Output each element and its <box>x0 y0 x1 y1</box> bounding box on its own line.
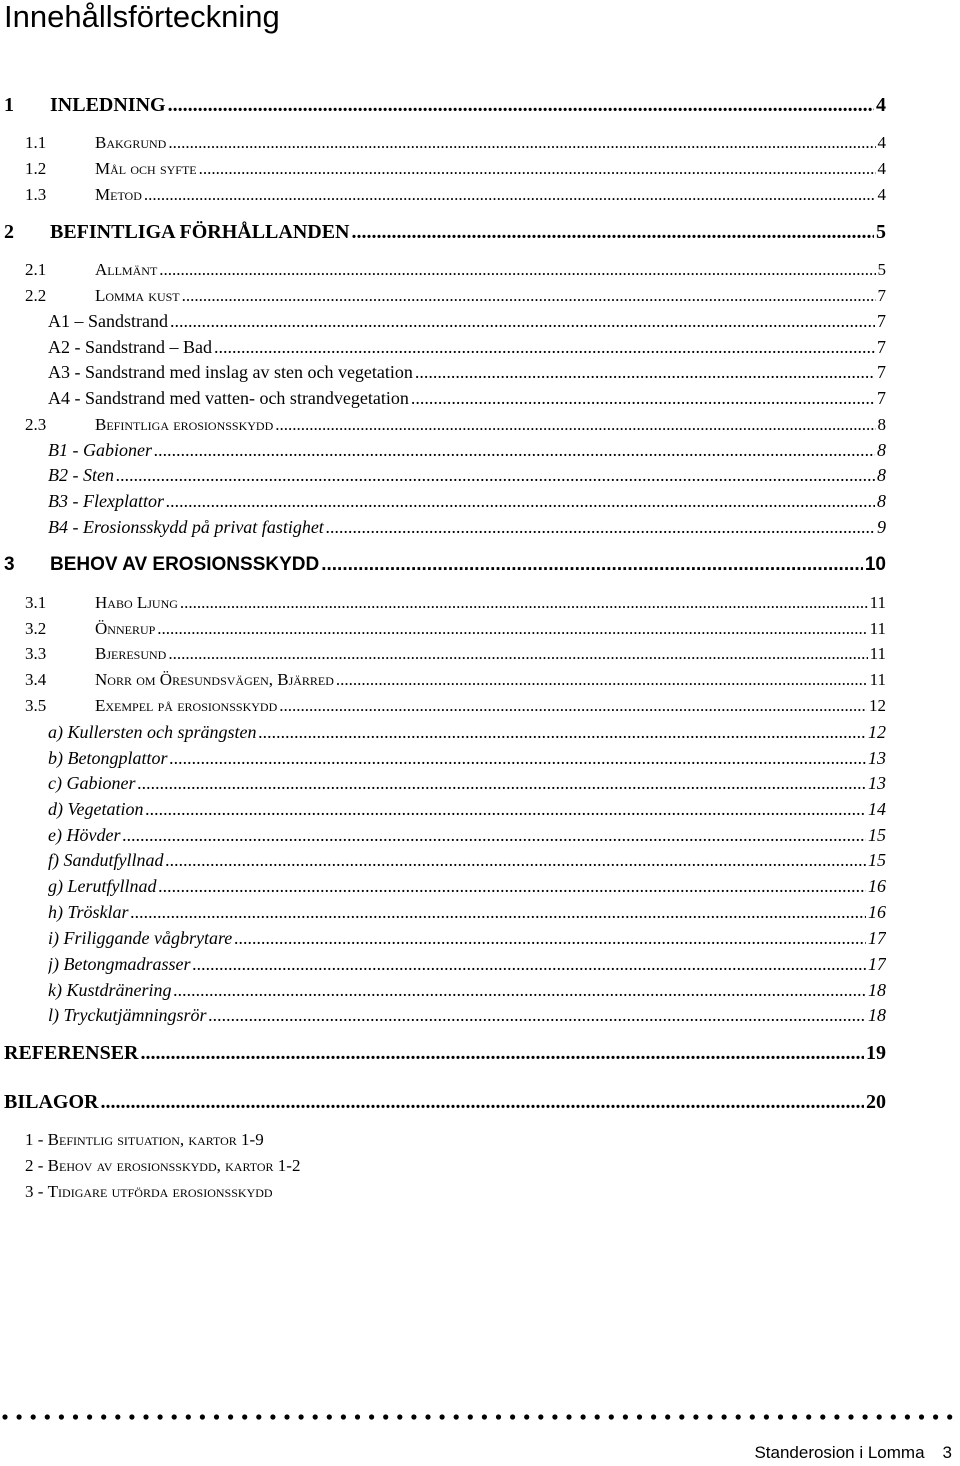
toc-dot-leader <box>137 769 866 797</box>
toc-entry-label: B1 - Gabioner <box>48 440 152 460</box>
toc-entry-label: i) Friliggande vågbrytare <box>48 928 233 948</box>
toc-entry-label: Befintliga erosionsskydd <box>95 415 274 434</box>
toc-entry-label: Norr om Öresundsvägen, Bjärred <box>95 670 334 689</box>
toc-dot-leader <box>168 129 875 157</box>
toc-entry-number: 2.2 <box>25 286 47 305</box>
toc-entry-label: BEFINTLIGA FÖRHÅLLANDEN <box>50 221 350 243</box>
toc-entry-page: 15 <box>868 850 886 870</box>
toc-dot-leader <box>321 551 863 579</box>
toc-entry-label: d) Vegetation <box>48 799 144 819</box>
toc-entry[interactable] <box>48 950 886 978</box>
toc-entry[interactable] <box>48 307 886 335</box>
toc-entry[interactable] <box>48 436 886 464</box>
toc-entry[interactable] <box>25 181 886 209</box>
toc-entry[interactable] <box>25 615 886 643</box>
toc-entry-label: Lomma kust <box>95 286 180 305</box>
toc-dot-leader <box>166 487 875 515</box>
toc-entry-label: a) Kullersten och sprängsten <box>48 722 257 742</box>
toc-entry-page: 19 <box>866 1042 886 1064</box>
toc-entry-page: 7 <box>877 311 886 331</box>
toc-dot-leader <box>193 950 867 978</box>
toc-entry-label: Habo Ljung <box>95 593 178 612</box>
toc-entry-page: 18 <box>868 1005 886 1025</box>
toc-entry[interactable] <box>25 692 886 720</box>
toc-entry-label: REFERENSER <box>4 1042 139 1064</box>
toc-dot-leader <box>182 282 876 310</box>
toc-entry-page: 5 <box>877 260 886 279</box>
toc-entry-page: 8 <box>877 415 886 434</box>
toc-entry-page: 12 <box>868 722 886 742</box>
toc-entry-page: 11 <box>869 644 886 663</box>
toc-entry[interactable] <box>48 333 886 361</box>
toc-entry-page: 18 <box>868 980 886 1000</box>
toc-entry[interactable] <box>48 718 886 746</box>
toc-entry[interactable] <box>25 640 886 668</box>
toc-entry-page: 8 <box>877 491 886 511</box>
toc-entry[interactable] <box>48 487 886 515</box>
toc-entry-label: A1 – Sandstrand <box>48 311 168 331</box>
toc-entry-label: Mål och syfte <box>95 159 197 178</box>
toc-entry-label: g) Lerutfyllnad <box>48 876 157 896</box>
toc-entry-page: 13 <box>868 773 886 793</box>
toc-dot-leader <box>131 898 866 926</box>
toc-entry-label: Exempel på erosionsskydd <box>95 696 278 715</box>
toc-entry[interactable] <box>48 461 886 489</box>
toc-entry-page: 8 <box>877 465 886 485</box>
toc-entry-page: 8 <box>877 440 886 460</box>
toc-entry-number: 1.2 <box>25 159 47 178</box>
toc-entry[interactable] <box>48 358 886 386</box>
appendix-number: 3 - <box>25 1182 48 1201</box>
toc-dot-leader <box>100 1088 864 1116</box>
toc-entry-page: 9 <box>877 517 886 537</box>
appendix-title: Tidigare utförda erosionsskydd <box>47 1182 273 1201</box>
toc-dot-leader <box>116 461 875 489</box>
toc-entry-page: 20 <box>866 1091 886 1113</box>
toc-entry-number: 3 <box>4 554 15 575</box>
toc-dot-leader <box>140 1039 864 1067</box>
toc-entry[interactable] <box>4 218 886 246</box>
toc-entry-label: Bakgrund <box>95 133 167 152</box>
toc-entry[interactable] <box>4 551 886 579</box>
toc-entry-label: Metod <box>95 185 142 204</box>
toc-entry-number: 2 <box>4 221 14 243</box>
toc-entry[interactable] <box>4 1088 886 1116</box>
toc-entry-label: j) Betongmadrasser <box>48 954 191 974</box>
toc-entry-number: 1.3 <box>25 185 47 204</box>
toc-entry-label: Önnerup <box>95 619 156 638</box>
toc-entry[interactable] <box>25 411 886 439</box>
toc-entry-page: 14 <box>868 799 886 819</box>
toc-entry-page: 11 <box>869 670 886 689</box>
toc-entry[interactable] <box>48 513 886 541</box>
toc-entry-page: 7 <box>877 362 886 382</box>
toc-entry-label: c) Gabioner <box>48 773 136 793</box>
toc-dot-leader <box>180 589 868 617</box>
toc-dot-leader <box>352 218 875 246</box>
toc-entry-page: 13 <box>868 748 886 768</box>
toc-dot-leader <box>154 436 875 464</box>
toc-entry-label: INLEDNING <box>50 94 166 116</box>
toc-dot-leader <box>199 155 876 183</box>
toc-entry[interactable] <box>48 924 886 952</box>
toc-entry[interactable] <box>25 256 886 284</box>
toc-entry[interactable] <box>48 872 886 900</box>
toc-dot-leader <box>214 333 875 361</box>
toc-dot-leader <box>144 181 876 209</box>
toc-dot-leader <box>275 411 875 439</box>
toc-dot-leader <box>122 821 866 849</box>
toc-entry[interactable] <box>25 282 886 310</box>
toc-entry-page: 17 <box>868 954 886 974</box>
toc-entry-label: A4 - Sandstrand med vatten- och strandvegetation <box>48 388 409 408</box>
toc-entry-page: 4 <box>877 133 886 152</box>
toc-entry-page: 4 <box>877 185 886 204</box>
appendix-title: Befintlig situation, kartor 1-9 <box>47 1130 264 1149</box>
toc-entry-page: 7 <box>877 337 886 357</box>
toc-dot-leader <box>159 256 875 284</box>
toc-entry[interactable] <box>48 821 886 849</box>
toc-entry-label: B4 - Erosionsskydd på privat fastighet <box>48 517 324 537</box>
toc-entry-page: 10 <box>864 554 886 575</box>
toc-dot-leader <box>415 358 875 386</box>
toc-entry-label: f) Sandutfyllnad <box>48 850 164 870</box>
toc-dot-leader <box>279 692 867 720</box>
toc-entry[interactable] <box>48 898 886 926</box>
toc-dot-leader <box>170 307 875 335</box>
toc-dot-leader <box>166 846 867 874</box>
page-title: Innehållsförteckning <box>4 0 280 34</box>
toc-entry-label: h) Trösklar <box>48 902 129 922</box>
toc-entry-page: 5 <box>876 221 886 243</box>
toc-entry-page: 16 <box>868 902 886 922</box>
toc-entry-page: 15 <box>868 825 886 845</box>
toc-entry-page: 7 <box>877 388 886 408</box>
toc-dot-leader <box>168 640 867 668</box>
toc-entry-number: 3.5 <box>25 696 47 715</box>
toc-entry[interactable] <box>48 1001 886 1029</box>
toc-entry-label: e) Hövder <box>48 825 121 845</box>
toc-dot-leader <box>326 513 875 541</box>
toc-dot-leader <box>168 91 874 119</box>
toc-dot-leader <box>145 795 866 823</box>
toc-entry-number: 3.3 <box>25 644 47 663</box>
toc-dot-leader <box>234 924 866 952</box>
toc-entry-label: l) Tryckutjämningsrör <box>48 1005 207 1025</box>
toc-entry-number: 2.1 <box>25 260 47 279</box>
toc-entry-number: 3.4 <box>25 670 47 689</box>
appendix-item[interactable] <box>25 1126 264 1154</box>
toc-entry[interactable] <box>48 795 886 823</box>
toc-entry[interactable] <box>25 155 886 183</box>
toc-entry-label: BEHOV AV EROSIONSSKYDD <box>50 554 320 575</box>
toc-dot-leader <box>159 872 867 900</box>
toc-entry-page: 16 <box>868 876 886 896</box>
toc-entry-label: b) Betongplattor <box>48 748 168 768</box>
toc-entry[interactable] <box>48 744 886 772</box>
toc-entry-page: 17 <box>868 928 886 948</box>
toc-entry[interactable] <box>25 129 886 157</box>
appendix-item[interactable] <box>25 1152 300 1180</box>
appendix-item[interactable] <box>25 1178 273 1206</box>
toc-entry-page: 11 <box>869 619 886 638</box>
toc-entry-number: 1 <box>4 94 14 116</box>
toc-dot-leader <box>411 384 875 412</box>
footer-title: Standerosion i Lomma <box>754 1443 925 1462</box>
toc-entry-number: 3.1 <box>25 593 47 612</box>
toc-dot-leader <box>174 976 867 1004</box>
toc-entry-number: 1.1 <box>25 133 47 152</box>
toc-dot-leader <box>170 744 867 772</box>
toc-entry[interactable] <box>48 769 886 797</box>
appendix-number: 1 - <box>25 1130 48 1149</box>
footer-dotted-rule <box>0 1410 960 1424</box>
toc-dot-leader <box>157 615 867 643</box>
toc-dot-leader <box>259 718 867 746</box>
toc-entry-page: 4 <box>876 94 886 116</box>
toc-entry-label: Allmänt <box>95 260 158 279</box>
toc-entry-label: Bjeresund <box>95 644 167 663</box>
toc-entry-label: B3 - Flexplattor <box>48 491 164 511</box>
toc-entry[interactable] <box>4 1039 886 1067</box>
appendix-number: 2 - <box>25 1156 48 1175</box>
toc-entry-label: k) Kustdränering <box>48 980 172 1000</box>
toc-entry-number: 3.2 <box>25 619 47 638</box>
footer-page-number: 3 <box>942 1443 952 1462</box>
toc-entry-page: 4 <box>877 159 886 178</box>
toc-entry[interactable] <box>48 976 886 1004</box>
toc-entry[interactable] <box>25 589 886 617</box>
toc-dot-leader <box>336 666 868 694</box>
appendix-title: Behov av erosionsskydd, kartor 1-2 <box>47 1156 301 1175</box>
toc-entry[interactable] <box>25 666 886 694</box>
toc-entry[interactable] <box>4 91 886 119</box>
toc-entry-number: 2.3 <box>25 415 47 434</box>
toc-entry[interactable] <box>48 846 886 874</box>
toc-entry-page: 7 <box>877 286 886 305</box>
toc-entry-label: B2 - Sten <box>48 465 114 485</box>
toc-entry-page: 12 <box>869 696 886 715</box>
toc-entry-page: 11 <box>869 593 886 612</box>
toc-entry-label: A3 - Sandstrand med inslag av sten och vegetation <box>48 362 413 382</box>
toc-entry[interactable] <box>48 384 886 412</box>
toc-dot-leader <box>209 1001 866 1029</box>
toc-entry-label: A2 - Sandstrand – Bad <box>48 337 212 357</box>
toc-entry-label: BILAGOR <box>4 1091 99 1113</box>
page-footer <box>754 1440 952 1466</box>
